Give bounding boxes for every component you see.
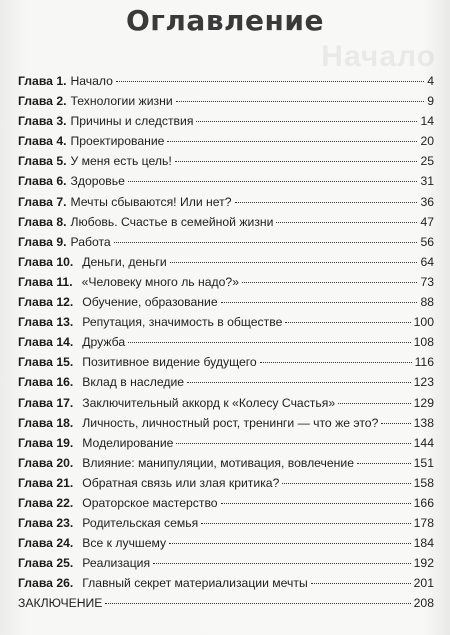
toc-page-number: 116 (414, 355, 434, 370)
toc-chapter-number: Глава 19. (18, 435, 74, 450)
toc-chapter-title: Здоровье (70, 174, 125, 189)
dot-leader (128, 181, 418, 182)
toc-entry (18, 393, 434, 413)
dot-leader (221, 503, 411, 504)
toc-entry (18, 473, 434, 493)
toc-chapter-number: Глава 25. (18, 556, 74, 571)
toc-page-number: 56 (420, 234, 434, 249)
toc-page-number: 64 (420, 254, 434, 269)
toc-chapter-number: Глава 17. (18, 395, 74, 410)
dot-leader (128, 342, 410, 343)
toc-chapter-title: Все к лучшему (82, 536, 167, 551)
toc-chapter-title: Обучение, образование (82, 295, 218, 310)
page-title: Оглавление (125, 4, 324, 37)
toc-page-number: 20 (420, 134, 434, 149)
toc-entry (18, 453, 434, 473)
toc-entry (18, 252, 434, 272)
toc-chapter-title: Причины и следствия (70, 114, 194, 129)
toc-chapter-number: Глава 14. (18, 335, 74, 350)
toc-chapter-number: Глава 23. (18, 516, 74, 531)
toc-entry (18, 573, 434, 593)
toc-page-number: 192 (413, 556, 434, 571)
dot-leader (196, 121, 417, 122)
dot-leader (176, 101, 425, 102)
toc-page-number: 108 (413, 335, 434, 350)
toc-entry (18, 292, 434, 312)
toc-page-number: 184 (413, 536, 434, 551)
toc-entry (18, 352, 434, 372)
dot-leader (105, 603, 410, 604)
toc-entry (18, 111, 434, 131)
toc-page-number: 201 (413, 576, 434, 591)
toc-chapter-title: Родительская семья (82, 516, 199, 531)
toc-page-number: 73 (420, 274, 434, 289)
toc-entry (18, 131, 434, 151)
toc-entry (18, 192, 434, 212)
toc-entry (18, 151, 434, 171)
toc-chapter-title: Позитивное видение будущего (82, 355, 257, 370)
toc-chapter-number: Глава 16. (18, 375, 74, 390)
toc-page-number: 88 (420, 295, 434, 310)
dot-leader (170, 262, 418, 263)
toc-chapter-title: Работа (70, 234, 111, 249)
toc-chapter-number: Глава 13. (18, 315, 74, 330)
toc-chapter-number: Глава 20. (18, 455, 74, 470)
toc-page-number: 144 (413, 435, 434, 450)
dot-leader (260, 362, 412, 363)
toc-chapter-number: Глава 24. (18, 536, 74, 551)
toc-chapter-number: Глава 6. (18, 174, 67, 189)
toc-page-number: 178 (413, 516, 434, 531)
dot-leader (235, 202, 418, 203)
toc-chapter-number: Глава 1. (18, 74, 67, 88)
dot-leader (114, 242, 418, 243)
dot-leader (187, 382, 411, 383)
toc-page-number: 129 (413, 395, 434, 410)
toc-chapter-title: Ораторское мастерство (82, 495, 218, 510)
toc-chapter-title: Моделирование (82, 435, 174, 450)
toc-entry (18, 593, 434, 613)
table-of-contents (18, 71, 434, 614)
toc-chapter-title: У меня есть цель! (70, 154, 172, 169)
dot-leader (153, 563, 411, 564)
toc-entry (18, 553, 434, 573)
toc-chapter-title: Дружба (82, 335, 126, 350)
toc-chapter-number: Глава 15. (18, 355, 74, 370)
toc-chapter-number: Глава 8. (18, 214, 67, 229)
toc-page-number: 208 (413, 596, 434, 611)
toc-entry (18, 433, 434, 453)
toc-chapter-title: Обратная связь или злая критика? (82, 475, 280, 490)
toc-chapter-title: Личность, личностный рост, тренинги — что же это? (82, 415, 379, 430)
dot-leader (176, 443, 410, 444)
toc-chapter-number: Глава 5. (18, 154, 67, 169)
dot-leader (276, 222, 417, 223)
toc-entry (18, 312, 434, 332)
toc-page-number: 100 (413, 315, 434, 330)
toc-page-number: 123 (413, 375, 434, 390)
toc-entry (18, 372, 434, 392)
toc-chapter-title: «Человеку много ль надо?» (81, 274, 239, 289)
toc-chapter-title: Заключительный аккорд к «Колесу Счастья» (82, 395, 336, 410)
toc-entry (18, 171, 434, 191)
toc-chapter-number: Глава 21. (18, 475, 74, 490)
toc-chapter-title: Мечты сбываются! Или нет? (70, 194, 232, 209)
toc-chapter-title: Технологии жизни (70, 94, 173, 109)
dot-leader (338, 403, 411, 404)
toc-page-number: 36 (420, 194, 434, 209)
toc-chapter-number: Глава 22. (18, 495, 74, 510)
toc-chapter-number: Глава 12. (18, 295, 74, 310)
toc-chapter-title: Вклад в наследие (82, 375, 185, 390)
toc-chapter-number: Глава 18. (18, 415, 74, 430)
toc-chapter-title: Главный секрет материализации мечты (82, 576, 308, 591)
toc-chapter-title: ЗАКЛЮЧЕНИЕ (18, 596, 103, 611)
toc-entry (18, 513, 434, 533)
toc-chapter-number: Глава 9. (18, 234, 67, 249)
toc-chapter-title: Реализация (82, 556, 151, 571)
dot-leader (381, 423, 410, 424)
dot-leader (221, 302, 418, 303)
toc-chapter-number: Глава 26. (18, 576, 74, 591)
dot-leader (201, 523, 410, 524)
toc-entry (18, 212, 434, 232)
toc-chapter-number: Глава 7. (18, 194, 67, 209)
toc-chapter-number: Глава 4. (18, 134, 67, 149)
dot-leader (169, 543, 411, 544)
dot-leader (311, 583, 411, 584)
toc-page-number: 151 (413, 455, 434, 470)
toc-page-number: 47 (420, 214, 434, 229)
toc-page-number: 4 (427, 74, 434, 88)
toc-entry (18, 272, 434, 292)
toc-entry (18, 332, 434, 352)
dot-leader (175, 161, 418, 162)
dot-leader (285, 322, 410, 323)
toc-page-number: 158 (413, 475, 434, 490)
toc-chapter-title: Деньги, деньги (82, 254, 167, 269)
toc-chapter-title: Начало (70, 74, 113, 88)
dot-leader (282, 483, 410, 484)
toc-chapter-title: Влияние: манипуляции, мотивация, вовлечение (82, 455, 354, 470)
toc-chapter-number: Глава 11. (18, 274, 73, 289)
toc-chapter-title: Любовь. Счастье в семейной жизни (70, 214, 274, 229)
toc-entry (18, 91, 434, 111)
toc-chapter-title: Проектирование (70, 134, 165, 149)
toc-chapter-number: Глава 3. (18, 114, 67, 129)
toc-entry (18, 533, 434, 553)
toc-chapter-number: Глава 2. (18, 94, 67, 109)
bleed-through-text: Начало (321, 40, 436, 73)
toc-page-number: 9 (427, 94, 434, 109)
toc-entry (18, 232, 434, 252)
toc-entry (18, 493, 434, 513)
toc-chapter-title: Репутация, значимость в обществе (82, 315, 283, 330)
toc-page-number: 14 (420, 114, 434, 129)
toc-page-number: 166 (413, 495, 434, 510)
dot-leader (116, 81, 424, 82)
toc-entry (18, 71, 434, 91)
toc-chapter-number: Глава 10. (18, 254, 74, 269)
toc-page-number: 25 (420, 154, 434, 169)
toc-page-number: 138 (413, 415, 434, 430)
dot-leader (242, 282, 417, 283)
dot-leader (167, 141, 417, 142)
toc-page-number: 31 (420, 174, 434, 189)
dot-leader (357, 463, 411, 464)
toc-entry (18, 413, 434, 433)
